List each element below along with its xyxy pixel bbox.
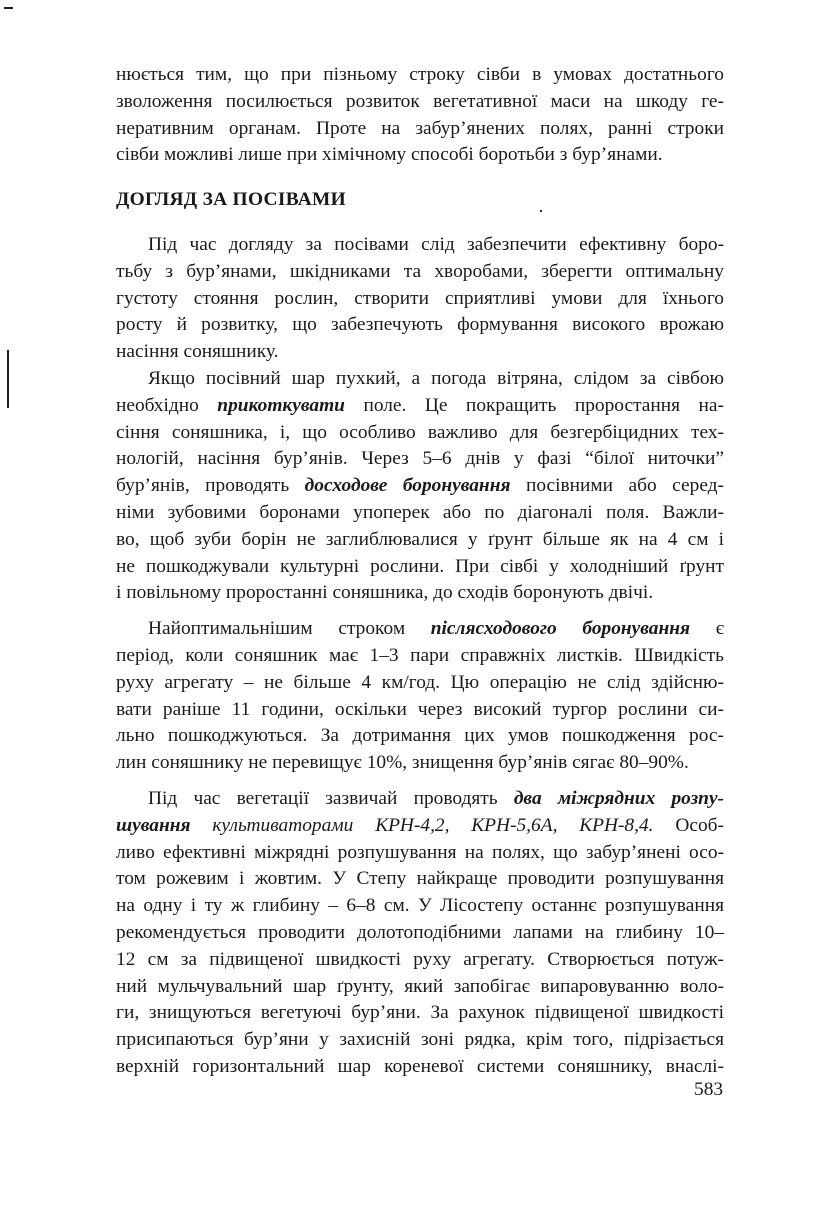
text-line: ги, знищуються вегетуючі бур’яни. За рахунок підвищеної швидкості xyxy=(116,1002,724,1024)
text-line: німи зубовими боронами упоперек або по діагоналі поля. Важли- xyxy=(116,501,724,523)
text-line: 12 см за підвищеної швидкості руху агрегату. Створюється потуж- xyxy=(116,948,724,970)
text-run: бур’янів, проводять xyxy=(116,475,305,497)
text-line: верхній горизонтальний шар кореневої системи соняшнику, внаслі- xyxy=(116,1055,724,1077)
text-run: є xyxy=(690,618,725,640)
text-run: поле. Це покращить проростання на- xyxy=(344,394,724,416)
text-line xyxy=(116,786,724,813)
text-line: руху агрегату – не більше 4 км/год. Цю операцію не слід здійсню- xyxy=(116,671,724,693)
text-line: зволоження посилюється розвиток вегетативної маси на шкоду ге- xyxy=(116,90,724,112)
text-line: на одну і ту ж глибину – 6–8 см. У Лісостепу останнє розпушування xyxy=(116,895,724,917)
text-line: лин соняшнику не перевищує 10%, знищення бур’янів сягає 80–90%. xyxy=(116,752,689,774)
text-line: росту й розвитку, що забезпечують формування високого врожаю xyxy=(116,314,724,336)
text-line xyxy=(116,473,724,500)
text-line: ний мульчувальний шар ґрунту, який запобігає випаровуванню воло- xyxy=(116,975,724,997)
emphasis-term: два міжрядних розпу- xyxy=(513,787,725,809)
corner-scan-mark xyxy=(4,7,13,9)
emphasis-term: шування xyxy=(116,814,191,836)
text-run: необхідно xyxy=(116,394,218,416)
text-line: насіння соняшнику. xyxy=(116,341,279,363)
paragraph-care-intro xyxy=(116,232,724,366)
text-run: Найоптимальнішим строком xyxy=(148,618,431,640)
emphasis-term: прикоткувати xyxy=(217,394,345,416)
text-line: во, щоб зуби борін не заглиблювалися у ґрунт більше як на 4 см і xyxy=(116,528,724,550)
emphasis-term: досходове боронування xyxy=(304,475,511,497)
text-line: тьбу з бур’янами, шкідниками та хворобами, зберегти оптимальну xyxy=(116,260,724,282)
text-line: ливо ефективні міжрядні розпушування на полях, що забур’янені осо- xyxy=(116,841,724,863)
page-number: 583 xyxy=(694,1079,724,1100)
text-line: нюється тим, що при пізньому строку сівби в умовах достатнього xyxy=(116,64,724,85)
text-line: густоту стояння рослин, створити сприятливі умови для їхнього xyxy=(116,287,724,309)
text-line: рекомендується проводити долотоподібними лапами на глибину 10– xyxy=(116,921,724,943)
margin-pencil-mark xyxy=(7,350,9,408)
text-line: неративним органам. Проте на забур’янених полях, ранні строки xyxy=(116,117,724,139)
text-line: період, коли соняшник має 1–3 пари справжніх листків. Швидкість xyxy=(116,644,724,666)
text-line: льно пошкоджуються. За дотримання цих умов пошкодження рос- xyxy=(116,725,724,747)
text-line: присипаються бур’яни у захисній зоні рядка, крім того, підрізається xyxy=(116,1029,724,1051)
paragraph-rolling xyxy=(116,366,724,607)
italic-term: культиваторами КРН-4,2, КРН-5,6А, КРН-8,4. xyxy=(190,814,654,836)
text-line: не пошкоджували культурні рослини. При сівбі у холодніший ґрунт xyxy=(116,555,724,577)
text-line: Якщо посівний шар пухкий, а погода вітряна, слідом за сівбою xyxy=(148,367,724,389)
text-line: сіння соняшника, і, що особливо важливо для безгербіцидних тех- xyxy=(116,421,724,443)
text-line: сівби можливі лише при хімічному способі боротьби з бур’янами. xyxy=(116,144,663,166)
body-text xyxy=(116,62,724,1081)
text-run: Під час вегетації зазвичай проводять xyxy=(148,787,514,809)
text-line: том рожевим і жовтим. У Степу найкраще проводити розпушування xyxy=(116,868,724,890)
text-line xyxy=(116,393,724,420)
text-line: і повільному проростанні соняшника, до сходів боронують двічі. xyxy=(116,582,654,604)
text-run: Особ- xyxy=(653,814,724,836)
text-line xyxy=(116,616,724,643)
paragraph-continuation xyxy=(116,62,724,169)
text-line xyxy=(116,813,724,840)
emphasis-term: післясходового боронування xyxy=(430,618,691,640)
paragraph-post-emergence xyxy=(116,616,724,777)
text-line: Під час догляду за посівами слід забезпечити ефективну боро- xyxy=(148,233,724,255)
paragraph-cultivation xyxy=(116,786,724,1081)
text-line: вати раніше 11 години, оскільки через високий тургор рослини си- xyxy=(116,698,724,720)
text-line: нологій, насіння бур’янів. Через 5–6 днів у фазі “білої ниточки” xyxy=(116,448,724,470)
text-run: посівними або серед- xyxy=(510,475,725,497)
section-heading: ДОГЛЯД ЗА ПОСІВАМИ xyxy=(116,189,347,211)
